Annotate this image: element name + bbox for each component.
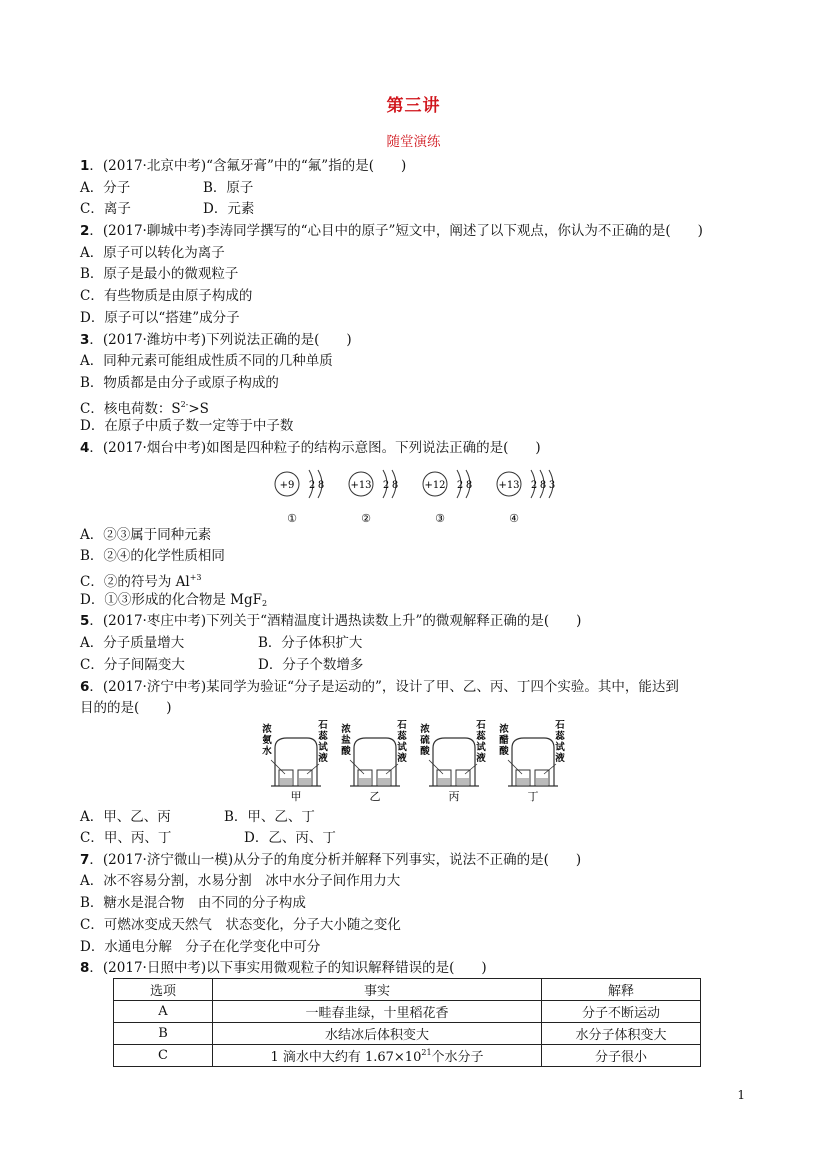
left-reagent-label: 浓 (420, 724, 430, 735)
atom-number-label: ④ (509, 512, 519, 525)
q8-table (113, 978, 701, 1067)
q7-option-c: C．可燃冰变成天然气 状态变化，分子大小随之变化 (80, 917, 401, 933)
nucleus-label: +12 (424, 480, 446, 491)
q1-option-b: B．原子 (203, 180, 254, 196)
q6-stem-continued: 目的的是( ) (80, 700, 172, 716)
beaker-liquid (517, 778, 529, 785)
page-title: 第三讲 (386, 96, 441, 116)
left-reagent-label: 酸 (420, 746, 430, 757)
nucleus-label: +13 (498, 480, 520, 491)
table-row (114, 1023, 701, 1045)
q3-option-c: C．核电荷数：$S^{2-}>S$ (80, 400, 209, 417)
atom-number-label: ③ (435, 512, 445, 525)
right-reagent-label: 蕊 (397, 731, 407, 742)
nucleus-label: +9 (279, 480, 295, 491)
left-reagent-label: 酸 (499, 746, 509, 757)
right-reagent-label: 蕊 (318, 731, 328, 742)
table-cell-explanation: 分子很小 (542, 1045, 701, 1067)
q3-option-a: A．同种元素可能组成性质不同的几种单质 (80, 353, 333, 369)
q6-option-a: A．甲、乙、丙 (80, 809, 171, 825)
right-reagent-label: 液 (318, 753, 328, 764)
electron-count-label: 8 (391, 480, 399, 491)
electron-count-label: 2 (456, 480, 464, 491)
right-reagent-label: 试 (476, 742, 486, 753)
q4-option-c: C．②的符号为 $Al^{+3}$ (80, 573, 202, 590)
left-reagent-label: 浓 (341, 724, 351, 735)
page-subtitle: 随堂演练 (386, 134, 441, 150)
electron-count-label: 8 (539, 480, 547, 491)
right-reagent-label: 蕊 (555, 731, 565, 742)
atom-structure-figure (260, 458, 580, 528)
left-reagent-label: 水 (262, 746, 272, 757)
q7-stem: 7．(2017·济宁微山一模)从分子的角度分析并解释下列事实，说法不正确的是( ) (80, 852, 582, 868)
left-reagent-label: 浓 (262, 724, 272, 735)
q4-option-b: B．②④的化学性质相同 (80, 548, 225, 564)
leader-line (508, 760, 522, 774)
right-reagent-label: 试 (318, 742, 328, 753)
q7-option-b: B．糖水是混合物 由不同的分子构成 (80, 895, 306, 911)
table-cell-explanation: 水分子体积变大 (542, 1023, 701, 1045)
table-cell-fact: 一畦春韭绿，十里稻花香 (213, 1001, 542, 1023)
table-header-fact: 事实 (213, 979, 542, 1001)
left-reagent-label: 浓 (499, 724, 509, 735)
electron-count-label: 2 (382, 480, 390, 491)
nucleus-label: +13 (350, 480, 372, 491)
leader-line (350, 760, 364, 774)
beaker-liquid (299, 778, 311, 785)
right-reagent-label: 石 (555, 720, 565, 731)
table-cell-fact: 水结冰后体积变大 (213, 1023, 542, 1045)
q8-stem: 8．(2017·日照中考)以下事实用微观粒子的知识解释错误的是( ) (80, 960, 487, 976)
beaker-liquid (359, 778, 371, 785)
table-cell-explanation: 分子不断运动 (542, 1001, 701, 1023)
q2-option-d: D．原子可以“搭建”成分子 (80, 310, 240, 326)
q7-option-d: D．水通电分解 分子在化学变化中可分 (80, 939, 321, 955)
right-reagent-label: 石 (476, 720, 486, 731)
left-reagent-label: 酸 (341, 746, 351, 757)
right-reagent-label: 石 (318, 720, 328, 731)
q6-option-c: C．甲、丙、丁 (80, 830, 172, 846)
q7-option-a: A．冰不容易分割，水易分割 冰中水分子间作用力大 (80, 873, 401, 889)
beaker-experiment-figure (255, 720, 575, 805)
experiment-label: 丁 (527, 790, 539, 803)
table-header-option: 选项 (114, 979, 213, 1001)
electron-count-label: 2 (530, 480, 538, 491)
q4-option-a: A．②③属于同种元素 (80, 527, 212, 543)
right-reagent-label: 试 (397, 742, 407, 753)
q6-option-d: D．乙、丙、丁 (244, 830, 336, 846)
beaker-liquid (536, 778, 548, 785)
table-row (114, 1001, 701, 1023)
q3-option-b: B．物质都是由分子或原子构成的 (80, 375, 279, 391)
experiment-label: 乙 (369, 790, 381, 803)
q2-stem: 2．(2017·聊城中考)李涛同学撰写的“心目中的原子”短文中，阐述了以下观点，你认为不正确的是( ) (80, 223, 703, 239)
right-reagent-label: 液 (397, 753, 407, 764)
q2-option-b: B．原子是最小的微观粒子 (80, 266, 239, 282)
q5-stem: 5．(2017·枣庄中考)下列关于“酒精温度计遇热读数上升”的微观解释正确的是( ) (80, 613, 582, 629)
atom-number-label: ① (287, 512, 297, 525)
q5-option-b: B．分子体积扩大 (258, 635, 363, 651)
q4-option-d: D．①③形成的化合物是 MgF$_2$ (80, 592, 268, 608)
beaker-liquid (457, 778, 469, 785)
right-reagent-label: 蕊 (476, 731, 486, 742)
leader-line (271, 760, 285, 774)
q2-option-c: C．有些物质是由原子构成的 (80, 288, 253, 304)
beaker-liquid (378, 778, 390, 785)
q1-option-c: C．离子 (80, 201, 131, 217)
table-cell-fact: 1 滴水中大约有 $1.67\times 10^{21}$个水分子 (213, 1045, 542, 1067)
q1-stem: 1．(2017·北京中考)“含氟牙膏”中的“氟”指的是( ) (80, 158, 407, 174)
table-header-row (114, 979, 701, 1001)
q4-stem: 4．(2017·烟台中考)如图是四种粒子的结构示意图。下列说法正确的是( ) (80, 440, 541, 456)
atom-number-label: ② (361, 512, 371, 525)
table-cell-option: A (114, 1001, 213, 1023)
electron-count-label: 2 (308, 480, 316, 491)
table-cell-option: C (114, 1045, 213, 1067)
q1-option-d: D．元素 (203, 201, 255, 217)
beaker-liquid (438, 778, 450, 785)
q5-option-d: D．分子个数增多 (258, 657, 364, 673)
q5-option-c: C．分子间隔变大 (80, 657, 185, 673)
table-row (114, 1045, 701, 1067)
table-cell-option: B (114, 1023, 213, 1045)
right-reagent-label: 石 (397, 720, 407, 731)
leader-line (429, 760, 443, 774)
q5-option-a: A．分子质量增大 (80, 635, 185, 651)
table-header-explanation: 解释 (542, 979, 701, 1001)
right-reagent-label: 液 (555, 753, 565, 764)
electron-count-label: 8 (317, 480, 325, 491)
experiment-label: 丙 (448, 790, 460, 803)
electron-count-label: 8 (465, 480, 473, 491)
q3-stem: 3．(2017·潍坊中考)下列说法正确的是( ) (80, 332, 352, 348)
electron-count-label: 3 (548, 480, 556, 491)
left-reagent-label: 醋 (499, 735, 509, 746)
left-reagent-label: 硫 (420, 735, 430, 746)
beaker-liquid (280, 778, 292, 785)
page-number: 1 (737, 1088, 745, 1102)
q6-option-b: B．甲、乙、丁 (224, 809, 315, 825)
right-reagent-label: 试 (555, 742, 565, 753)
q1-option-a: A．分子 (80, 180, 131, 196)
experiment-label: 甲 (290, 790, 302, 803)
left-reagent-label: 盐 (341, 735, 351, 746)
q6-stem: 6．(2017·济宁中考)某同学为验证“分子是运动的”，设计了甲、乙、丙、丁四个实验。其中，能达到 (80, 679, 679, 695)
left-reagent-label: 氨 (262, 735, 272, 746)
right-reagent-label: 液 (476, 753, 486, 764)
q3-option-d: D．在原子中质子数一定等于中子数 (80, 418, 294, 434)
q2-option-a: A．原子可以转化为离子 (80, 245, 225, 261)
